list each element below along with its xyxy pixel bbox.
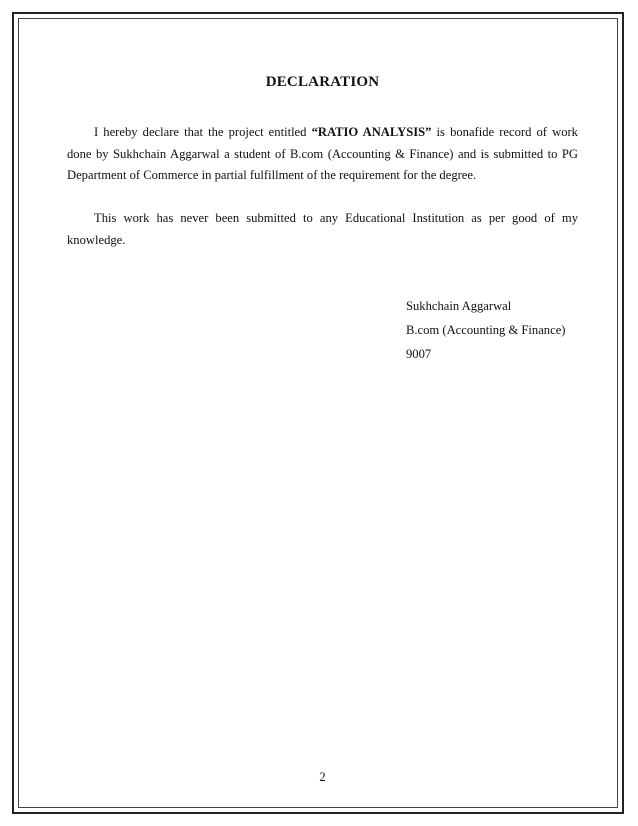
declaration-paragraph bbox=[67, 122, 578, 187]
paragraph-text-end: is bonafide record of work done by Sukhchain Aggarwal a student of B.com (Accounting & Finance) and is submitted to PG Department of Commerce in partial fulfillment of the requirement for the degree. bbox=[67, 125, 578, 182]
page-number: 2 bbox=[319, 770, 326, 784]
signatory-roll-number: 9007 bbox=[406, 347, 432, 361]
signatory-name: Sukhchain Aggarwal bbox=[406, 299, 512, 313]
paragraph-text-start: I hereby declare that the project entitled bbox=[94, 125, 312, 139]
page-title: DECLARATION bbox=[265, 74, 380, 90]
originality-paragraph: This work has never been submitted to any Educational Institution as per good of my knowledge. bbox=[67, 211, 578, 247]
project-title: “RATIO ANALYSIS” bbox=[311, 125, 432, 139]
signature-block bbox=[406, 294, 565, 366]
signatory-course: B.com (Accounting & Finance) bbox=[406, 323, 566, 337]
